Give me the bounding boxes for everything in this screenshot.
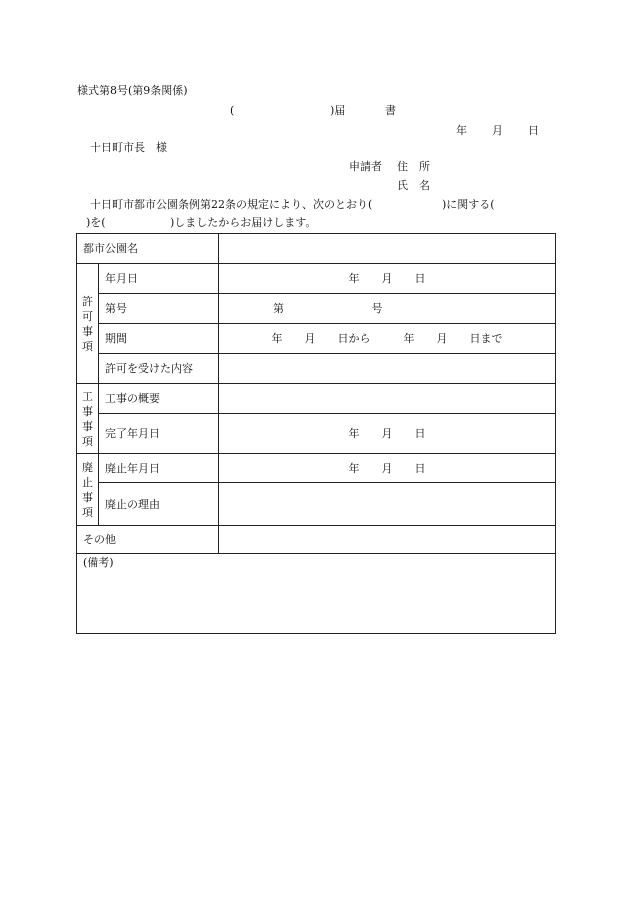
work-summary-label: 工事の概要 [99, 384, 219, 414]
title-word: 書 [385, 104, 396, 117]
permitted-content-label: 許可を受けた内容 [99, 354, 219, 384]
body-text-line1-a: 十日町市都市公園条例第22条の規定により、次のとおり( [90, 198, 373, 211]
permitted-content-field[interactable] [219, 354, 556, 384]
other-field[interactable] [219, 526, 556, 554]
table-row [77, 264, 556, 294]
notes-field[interactable] [77, 554, 556, 634]
table-row [77, 526, 556, 554]
table-row [77, 454, 556, 483]
table-row [77, 554, 556, 634]
name-label: 氏 名 [397, 179, 430, 192]
period-label: 期間 [99, 324, 219, 354]
permit-group-label: 許 可 事 項 [77, 264, 99, 384]
completion-date-label: 完了年月日 [99, 414, 219, 454]
form-number: 様式第8号(第9条関係) [77, 84, 188, 97]
table-row [77, 234, 556, 264]
permit-number-field[interactable]: 第 号 [219, 294, 556, 324]
abolish-date-field[interactable]: 年 月 日 [219, 454, 556, 483]
period-field[interactable]: 年 月 日から 年 月 日まで [219, 324, 556, 354]
table-row [77, 414, 556, 454]
abolish-reason-label: 廃止の理由 [99, 483, 219, 526]
permit-date-field[interactable]: 年 月 日 [219, 264, 556, 294]
notes-label: (備考) [83, 556, 114, 569]
addressee: 十日町市長 様 [90, 141, 167, 154]
abolish-reason-field[interactable] [219, 483, 556, 526]
body-text-line2-b: )しましたからお届けします。 [170, 216, 317, 229]
work-summary-field[interactable] [219, 384, 556, 414]
table-row [77, 483, 556, 526]
title-open-paren: ( [230, 104, 235, 117]
date-year: 年 [456, 124, 467, 137]
park-name-label: 都市公園名 [77, 234, 219, 264]
abolish-date-label: 廃止年月日 [99, 454, 219, 483]
park-name-field[interactable] [219, 234, 556, 264]
abolish-group-label: 廃 止 事 項 [77, 454, 99, 526]
other-label: その他 [77, 526, 219, 554]
date-month: 月 [492, 124, 503, 137]
address-label: 住 所 [397, 160, 430, 173]
applicant-label: 申請者 [349, 160, 382, 173]
table-row [77, 294, 556, 324]
body-text-line1-b: )に関する( [442, 198, 495, 211]
title-close-paren: )届 [330, 104, 346, 117]
notification-form-table [76, 233, 556, 634]
date-day: 日 [528, 124, 539, 137]
permit-number-label: 第号 [99, 294, 219, 324]
completion-date-field[interactable]: 年 月 日 [219, 414, 556, 454]
work-group-label: 工 事 事 項 [77, 384, 99, 454]
permit-date-label: 年月日 [99, 264, 219, 294]
body-text-line2-a: )を( [86, 216, 106, 229]
table-row [77, 354, 556, 384]
table-row [77, 384, 556, 414]
table-row [77, 324, 556, 354]
